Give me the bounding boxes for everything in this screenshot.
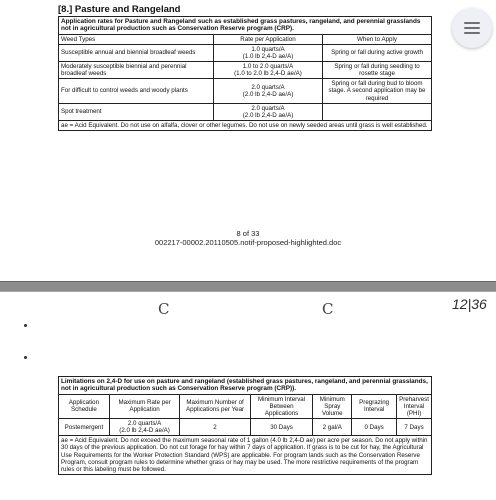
- phi-cell: 7 Days: [397, 419, 432, 436]
- column-header-weed-types: Weed Types: [59, 34, 214, 44]
- table-row: [59, 62, 432, 79]
- rate-cell: 1.0 to 2.0 quarts/A (1.0 to 2.0 lb 2,4-D ae/A): [214, 62, 323, 79]
- page-divider: [0, 281, 496, 292]
- table-footnote: ae = Acid Equivalent. Do not exceed the maximum seasonal rate of 1 gallon (4.0 lb 2,4-D ae) per acre per season. Do not apply within 30 days of the previous application. Do not cut forage for hay within 7 days of application. If grass is to be cut for hay, the Agricultural Use Requirements for the Worker Protection Standard (WPS) are applicable. For program lands such as the Conservation Reserve Program, consult program rules to determine whether grass or hay may be used. The more restrictive requirements of the program rules or this labeling must be followed.: [59, 436, 432, 475]
- table-row: [59, 103, 432, 120]
- use-limitations-table: [58, 376, 432, 475]
- when-to-apply-cell: [323, 103, 432, 120]
- handwritten-page-number: 12|36: [452, 296, 487, 312]
- page-number: 8 of 33: [236, 229, 260, 238]
- column-header-phi: Preharvest Interval (PHI): [397, 394, 432, 418]
- interval-cell: 30 Days: [250, 419, 313, 436]
- column-header-when: When to Apply: [323, 34, 432, 44]
- rate-cell: 2.0 quarts/A (2.0 lb 2,4-D ae/A): [214, 103, 323, 120]
- weed-type-cell: For difficult to control weeds and woody plants: [59, 79, 214, 103]
- margin-dot: [24, 356, 27, 359]
- margin-dot: [24, 324, 27, 327]
- column-header-pregrazing: Pregrazing Interval: [352, 394, 397, 418]
- section-heading: [8.] Pasture and Rangeland: [58, 4, 181, 15]
- handwritten-mark: C: [322, 300, 334, 318]
- column-header-spray-volume: Minimum Spray Volume: [313, 394, 352, 418]
- weed-type-cell: Moderately susceptible biennial and perennial broadleaf weeds: [59, 62, 214, 79]
- column-header-min-interval: Minimum Interval Between Applications: [250, 394, 313, 418]
- hamburger-menu-icon: [464, 22, 480, 34]
- column-header-max-applications: Maximum Number of Applications per Year: [180, 394, 250, 418]
- menu-button[interactable]: [452, 8, 492, 48]
- table-row: [59, 79, 432, 103]
- spray-volume-cell: 2 gal/A: [313, 419, 352, 436]
- table-footnote: ae = Acid Equivalent. Do not use on alfalfa, clover or other legumes. Do not use on newly seeded areas until grass is well established.: [59, 120, 432, 130]
- column-header-schedule: Application Schedule: [59, 394, 110, 418]
- when-to-apply-cell: Spring or fall during seedling to rosette stage: [323, 62, 432, 79]
- weed-type-cell: Spot treatment: [59, 103, 214, 120]
- table-row: [59, 44, 432, 61]
- max-rate-cell: 2.0 quarts/A (2.0 lb 2,4-D ae/A): [109, 419, 179, 436]
- column-header-rate: Rate per Application: [214, 34, 323, 44]
- rate-cell: 1.0 quarts/A (1.0 lb 2,4-D ae/A): [214, 44, 323, 61]
- application-rates-table: [58, 16, 432, 131]
- handwritten-mark: C: [158, 300, 170, 318]
- max-applications-cell: 2: [180, 419, 250, 436]
- column-header-max-rate: Maximum Rate per Application: [109, 394, 179, 418]
- table-caption: Application rates for Pasture and Rangeland such as established grass pastures, rangeland, and perennial grasslands not in agricultural production such as Conservation Reserve program (CRP).: [59, 17, 432, 35]
- table-row: [59, 419, 432, 436]
- document-id-footer: 002217-00002.20110505.notif-proposed-highlighted.doc: [154, 238, 342, 247]
- table-caption: Limitations on 2,4-D for use on pasture and rangeland (established grass pastures, rangeland, and perennial grasslands, not in agricultural production such as Conservation Reserve program (CRP)).: [59, 377, 432, 395]
- rate-cell: 2.0 quarts/A (2.0 lb 2,4-D ae/A): [214, 79, 323, 103]
- weed-type-cell: Susceptible annual and biennial broadleaf weeds: [59, 44, 214, 61]
- when-to-apply-cell: Spring or fall during bud to bloom stage. A second application may be required: [323, 79, 432, 103]
- schedule-cell: Postemergent: [59, 419, 110, 436]
- pregrazing-cell: 0 Days: [352, 419, 397, 436]
- when-to-apply-cell: Spring or fall during active growth: [323, 44, 432, 61]
